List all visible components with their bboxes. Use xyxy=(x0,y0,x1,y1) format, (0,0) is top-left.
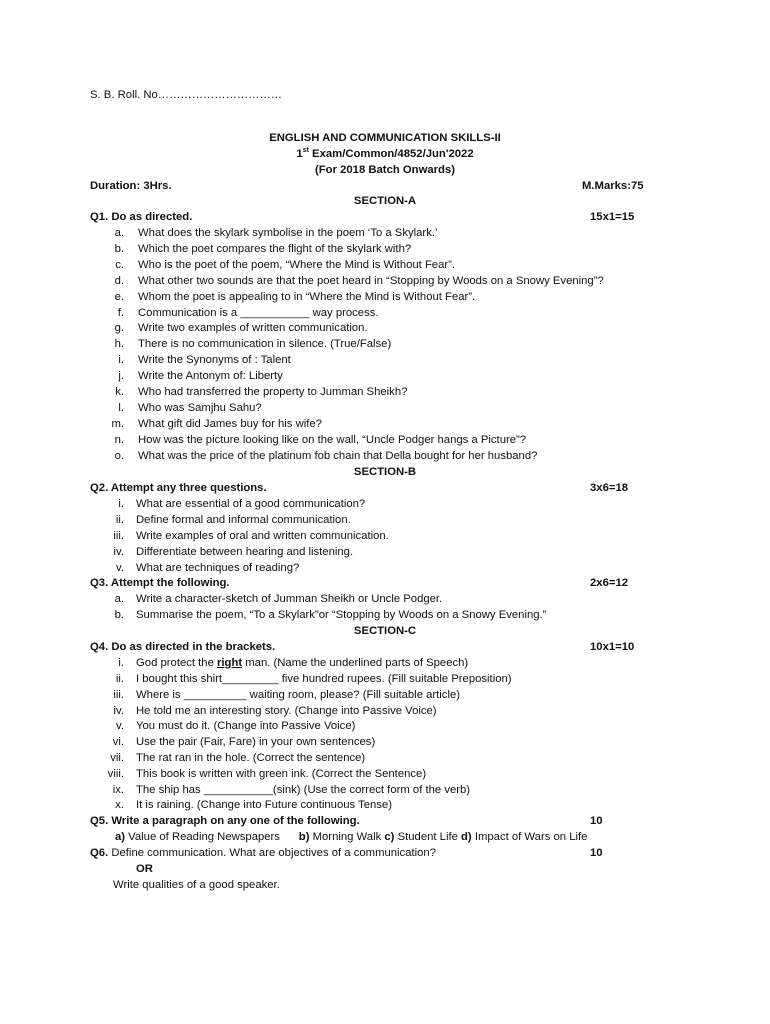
exam-number-suffix: st xyxy=(302,147,309,154)
q5-options xyxy=(115,830,587,844)
option-c-label: c) xyxy=(384,831,395,843)
q4-item: Use the pair (Fair, Fare) in your own sentences) xyxy=(136,736,376,749)
list-marker: x. xyxy=(115,799,124,812)
option-a-label: a) xyxy=(115,831,126,843)
batch-note: (For 2018 Batch Onwards) xyxy=(315,164,455,176)
list-marker: k. xyxy=(115,386,124,398)
list-marker: i. xyxy=(118,354,124,367)
q2-item: What are essential of a good communication? xyxy=(136,498,366,510)
list-marker: ii. xyxy=(115,513,124,526)
list-marker: j. xyxy=(118,370,124,383)
list-marker: i. xyxy=(118,657,124,669)
list-marker: d. xyxy=(114,274,124,287)
q3-item: Write a character-sketch of Jumman Sheikh or Uncle Podger. xyxy=(136,593,443,605)
list-marker: l. xyxy=(118,401,124,414)
q3-label: Q3. Attempt the following. xyxy=(90,577,230,589)
list-marker: iv. xyxy=(113,704,124,717)
list-marker: m. xyxy=(111,417,124,430)
list-marker: iv. xyxy=(113,545,124,558)
q1-label: Q1. Do as directed. xyxy=(90,211,193,223)
option-d-label: d) xyxy=(461,831,472,843)
q2-item: Write examples of oral and written communication. xyxy=(136,529,389,542)
q4-marks: 10x1=10 xyxy=(590,641,635,653)
q4-item: You must do it. (Change into Passive Voice) xyxy=(136,720,356,733)
list-marker: v. xyxy=(116,561,124,574)
q6-marks: 10 xyxy=(590,847,603,859)
list-marker: vii. xyxy=(110,752,124,764)
list-marker: f. xyxy=(117,306,124,319)
list-marker: vi. xyxy=(112,736,124,749)
q1-item: Whom the poet is appealing to in “Where the Mind is Without Fear”. xyxy=(138,290,476,303)
list-marker: a. xyxy=(114,593,124,605)
q4-item: Where is __________ waiting room, please? (Fill suitable article) xyxy=(136,688,461,701)
item-text-post: man. (Name the underlined parts of Speech) xyxy=(242,657,469,669)
list-marker: iii. xyxy=(113,529,124,542)
q4-item: The rat ran in the hole. (Correct the sentence) xyxy=(136,752,366,764)
list-marker: n. xyxy=(114,433,124,446)
section-b-heading: SECTION-B xyxy=(353,466,417,478)
q1-marks: 15x1=15 xyxy=(590,211,635,223)
option-c: Student Life xyxy=(394,831,462,843)
section-c-heading: SECTION-C xyxy=(353,625,417,637)
list-marker: viii. xyxy=(107,767,124,780)
q3-item: Summarise the poem, “To a Skylark”or “Stopping by Woods on a Snowy Evening.” xyxy=(136,608,547,621)
list-marker: v. xyxy=(116,720,124,733)
exam-code-rest: Exam/Common/4852/Jun'2022 xyxy=(308,148,474,160)
q5-marks: 10 xyxy=(590,815,603,827)
q4-item: He told me an interesting story. (Change into Passive Voice) xyxy=(136,704,437,717)
q5-label: Q5. Write a paragraph on any one of the following. xyxy=(90,815,360,827)
q1-item: Write the Synonyms of : Talent xyxy=(138,354,291,367)
q1-item: What other two sounds are that the poet heard in “Stopping by Woods on a Snowy Evening”? xyxy=(138,274,604,287)
q1-item: How was the picture looking like on the wall, “Uncle Podger hangs a Picture”? xyxy=(138,433,527,446)
q4-item: The ship has ___________(sink) (Use the correct form of the verb) xyxy=(136,783,471,796)
max-marks: M.Marks:75 xyxy=(582,180,644,192)
q1-item: There is no communication in silence. (True/False) xyxy=(138,338,392,351)
item-text-pre: God protect the xyxy=(136,657,218,669)
q4-item: It is raining. (Change into Future continuous Tense) xyxy=(136,799,392,812)
q6-alternative: Write qualities of a good speaker. xyxy=(113,879,280,891)
option-b-label: b) xyxy=(298,831,310,843)
q1-item: Write two examples of written communication. xyxy=(138,322,368,335)
list-marker: o. xyxy=(114,449,124,462)
list-marker: c. xyxy=(115,258,124,271)
list-marker: b. xyxy=(114,608,124,621)
q1-item: Which the poet compares the flight of the skylark with? xyxy=(138,242,412,255)
q2-marks: 3x6=18 xyxy=(590,482,629,494)
q1-item: What gift did James buy for his wife? xyxy=(138,417,322,430)
q4-item: I bought this shirt_________ five hundred rupees. (Fill suitable Preposition) xyxy=(136,673,512,685)
q1-item: Communication is a ___________ way process. xyxy=(138,306,379,319)
q1-item: Who was Samjhu Sahu? xyxy=(138,401,262,414)
q1-item: Who had transferred the property to Jumman Sheikh? xyxy=(138,386,408,398)
list-marker: i. xyxy=(118,498,124,510)
q4-item-i xyxy=(136,656,468,670)
roll-number-line: S. B. Roll. No…………………………… xyxy=(90,89,283,101)
q6-label: Q6. xyxy=(90,847,109,859)
q2-item: Define formal and informal communication. xyxy=(136,513,351,526)
q4-label: Q4. Do as directed in the brackets. xyxy=(90,641,276,653)
list-marker: e. xyxy=(114,290,124,303)
q1-item: Write the Antonym of: Liberty xyxy=(138,370,283,383)
q1-item: What does the skylark symbolise in the poem ‘To a Skylark.’ xyxy=(138,227,438,239)
list-marker: iii. xyxy=(113,688,124,701)
exam-code xyxy=(0,147,770,161)
section-a-heading: SECTION-A xyxy=(353,195,417,207)
q2-label: Q2. Attempt any three questions. xyxy=(90,482,267,494)
q1-item: Who is the poet of the poem, “Where the Mind is Without Fear”. xyxy=(138,258,456,271)
q3-marks: 2x6=12 xyxy=(590,577,629,589)
list-marker: b. xyxy=(114,242,124,255)
list-marker: a. xyxy=(114,227,124,239)
q1-item: What was the price of the platinum fob chain that Della bought for her husband? xyxy=(138,449,538,462)
exam-number: 1 xyxy=(296,148,303,160)
q2-item: What are techniques of reading? xyxy=(136,561,300,574)
q6-text: Define communication. What are objectives of a communication? xyxy=(108,847,436,859)
list-marker: h. xyxy=(114,338,124,351)
list-marker: g. xyxy=(114,322,124,335)
q6-question xyxy=(90,846,436,860)
option-b: Morning Walk xyxy=(309,831,385,843)
option-d: Impact of Wars on Life xyxy=(471,831,588,843)
or-separator: OR xyxy=(136,863,153,875)
list-marker: ix. xyxy=(112,783,124,796)
paper-title: ENGLISH AND COMMUNICATION SKILLS-II xyxy=(269,132,501,144)
duration: Duration: 3Hrs. xyxy=(90,180,172,192)
list-marker: ii. xyxy=(115,673,124,685)
underlined-word: right xyxy=(217,657,243,669)
option-a: Value of Reading Newspapers xyxy=(125,831,280,843)
q4-item: This book is written with green ink. (Correct the Sentence) xyxy=(136,767,427,780)
q2-item: Differentiate between hearing and listening. xyxy=(136,545,354,558)
